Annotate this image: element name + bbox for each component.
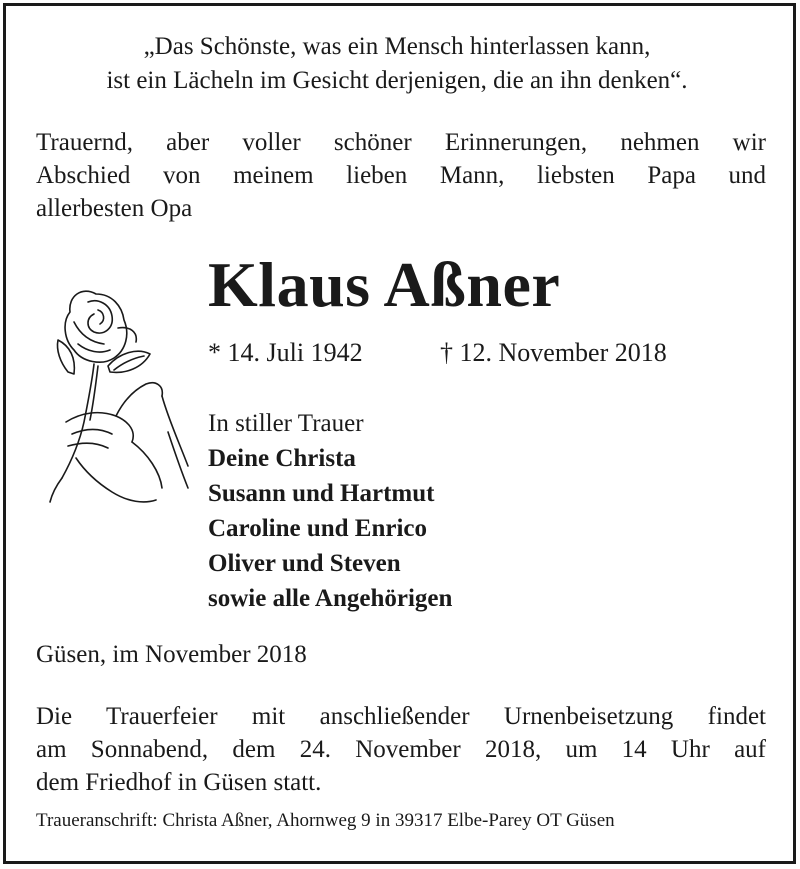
ceremony-line: dem Friedhof in Güsen statt. [36,769,322,796]
mourner-name: Caroline und Enrico [208,515,428,542]
mourning-address: Traueranschrift: Christa Aßner, Ahornweg 9 in 39317 Elbe-Parey OT Güsen [36,810,615,831]
mourner-name: Deine Christa [208,445,356,472]
place-date: Güsen, im November 2018 [36,641,307,668]
intro-line: Abschied von meinem lieben Mann, liebsten Papa und [36,162,766,189]
intro-line: Trauernd, aber voller schöner Erinnerungen, nehmen wir [36,129,766,156]
ceremony-line: Die Trauerfeier mit anschließender Urnenbeisetzung findet [36,703,766,730]
quote-line: „Das Schönste, was ein Mensch hinterlassen kann, [143,33,651,60]
ceremony-notice [36,700,766,799]
ceremony-line: am Sonnabend, dem 24. November 2018, um 14 Uhr auf [36,736,766,763]
mourner-name: sowie alle Angehörigen [208,585,453,612]
intro-text [36,126,766,225]
deceased-name: Klaus Aßner [208,249,561,320]
rose-in-hand-icon [38,282,194,510]
life-dates [208,336,667,370]
mourner-name: Oliver und Steven [208,550,401,577]
memorial-quote [0,30,794,98]
quote-line: ist ein Lächeln im Gesicht derjenigen, die an ihn denken“. [106,67,688,94]
death-date: † 12. November 2018 [440,338,667,367]
intro-line: allerbesten Opa [36,195,193,222]
mourners-heading: In stiller Trauer [208,410,364,437]
mourners-list [208,406,452,616]
mourner-name: Susann und Hartmut [208,480,435,507]
birth-date: * 14. Juli 1942 [208,338,363,367]
